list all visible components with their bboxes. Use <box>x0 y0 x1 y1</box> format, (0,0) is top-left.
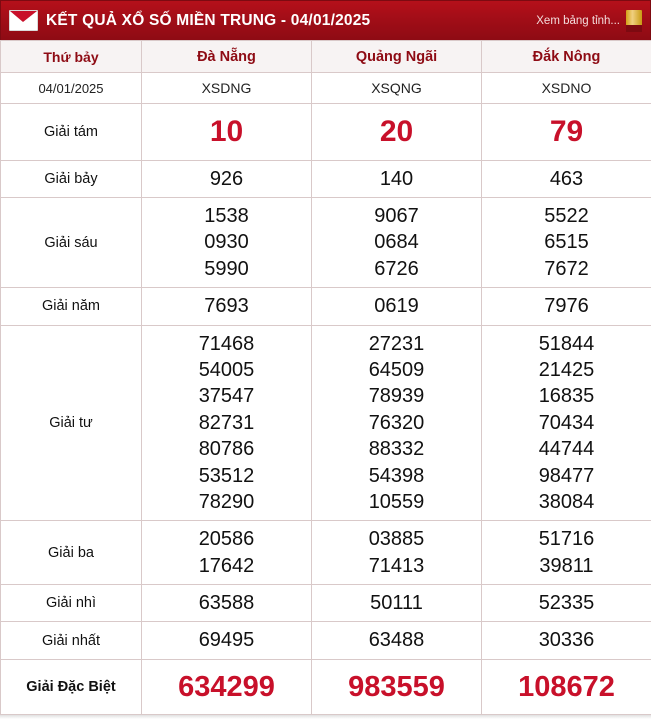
prize-number: 0619 <box>312 293 481 319</box>
prize-label: Giải tư <box>1 325 142 521</box>
prize-numbers <box>142 622 312 659</box>
prize-label: Giải nhì <box>1 585 142 622</box>
prize-numbers <box>482 325 651 521</box>
prize-numbers <box>482 622 651 659</box>
prize-number: 78290 <box>142 489 311 515</box>
prize-numbers <box>312 622 482 659</box>
prize-number: 17642 <box>142 553 311 579</box>
prize-label: Giải bảy <box>1 160 142 197</box>
table-row <box>1 659 651 714</box>
table-row <box>1 585 651 622</box>
prize-number: 10559 <box>312 489 481 515</box>
prize-number: 5522 <box>482 203 651 229</box>
prize-numbers <box>142 197 312 287</box>
prize-number: 21425 <box>482 357 651 383</box>
prize-label: Giải ba <box>1 521 142 585</box>
prize-numbers <box>312 288 482 325</box>
prize-number: 52335 <box>482 590 651 616</box>
prize-number: 78939 <box>312 383 481 409</box>
prize-number: 69495 <box>142 627 311 653</box>
prize-number: 6726 <box>312 256 481 282</box>
page-title: KẾT QUẢ XỔ SỐ MIỀN TRUNG - 04/01/2025 <box>46 12 370 30</box>
prize-number: 20 <box>312 112 481 152</box>
prize-number: 7672 <box>482 256 651 282</box>
prize-numbers <box>142 325 312 521</box>
header-right-group <box>536 10 642 32</box>
day-of-week-cell: Thứ bảy <box>1 41 142 73</box>
table-row <box>1 160 651 197</box>
prize-number: 9067 <box>312 203 481 229</box>
prize-label: Giải nhất <box>1 622 142 659</box>
prize-number: 71468 <box>142 331 311 357</box>
prize-number: 1538 <box>142 203 311 229</box>
prize-numbers <box>482 585 651 622</box>
prize-numbers <box>142 288 312 325</box>
prize-number: 20586 <box>142 526 311 552</box>
prize-numbers <box>482 197 651 287</box>
prize-numbers <box>142 585 312 622</box>
prize-numbers <box>142 659 312 714</box>
view-province-table-link[interactable]: Xem bảng tỉnh... <box>536 15 620 27</box>
prize-numbers <box>142 521 312 585</box>
prize-number: 64509 <box>312 357 481 383</box>
table-row <box>1 622 651 659</box>
prize-number: 7693 <box>142 293 311 319</box>
prize-number: 88332 <box>312 436 481 462</box>
prize-numbers <box>482 104 651 161</box>
prize-number: 10 <box>142 112 311 152</box>
prize-number: 54005 <box>142 357 311 383</box>
prize-number: 983559 <box>312 668 481 706</box>
prize-numbers <box>142 160 312 197</box>
province-code-0: XSDNG <box>142 73 312 104</box>
prize-number: 44744 <box>482 436 651 462</box>
prize-number: 0930 <box>142 229 311 255</box>
prize-number: 54398 <box>312 463 481 489</box>
prize-number: 6515 <box>482 229 651 255</box>
prize-number: 463 <box>482 166 651 192</box>
prize-number: 634299 <box>142 668 311 706</box>
results-table <box>0 40 651 715</box>
prize-number: 30336 <box>482 627 651 653</box>
draw-date-cell: 04/01/2025 <box>1 73 142 104</box>
prize-numbers <box>312 160 482 197</box>
prize-label: Giải tám <box>1 104 142 161</box>
prize-number: 37547 <box>142 383 311 409</box>
province-header-0: Đà Nẵng <box>142 41 312 73</box>
prize-number: 51844 <box>482 331 651 357</box>
table-row <box>1 197 651 287</box>
prize-label: Giải sáu <box>1 197 142 287</box>
page-header <box>0 0 651 40</box>
prize-number: 7976 <box>482 293 651 319</box>
prize-numbers <box>312 104 482 161</box>
prize-numbers <box>312 325 482 521</box>
prize-number: 98477 <box>482 463 651 489</box>
prize-number: 39811 <box>482 553 651 579</box>
province-header-1: Quảng Ngãi <box>312 41 482 73</box>
prize-number: 63588 <box>142 590 311 616</box>
prize-numbers <box>312 659 482 714</box>
prize-number: 926 <box>142 166 311 192</box>
prize-numbers <box>142 104 312 161</box>
table-header-row <box>1 41 651 73</box>
prize-label: Giải Đặc Biệt <box>1 659 142 714</box>
bottom-shadow <box>0 715 651 719</box>
table-row <box>1 325 651 521</box>
prize-number: 53512 <box>142 463 311 489</box>
prize-numbers <box>312 197 482 287</box>
prize-numbers <box>482 521 651 585</box>
prize-number: 82731 <box>142 410 311 436</box>
table-row <box>1 288 651 325</box>
prize-number: 50111 <box>312 590 481 616</box>
table-row <box>1 521 651 585</box>
province-code-1: XSQNG <box>312 73 482 104</box>
prize-number: 80786 <box>142 436 311 462</box>
prize-number: 03885 <box>312 526 481 552</box>
flag-icon <box>626 10 642 32</box>
province-header-2: Đắk Nông <box>482 41 651 73</box>
prize-number: 70434 <box>482 410 651 436</box>
prize-number: 16835 <box>482 383 651 409</box>
prize-numbers <box>312 585 482 622</box>
prize-number: 108672 <box>482 668 651 706</box>
prize-numbers <box>482 288 651 325</box>
table-row <box>1 104 651 161</box>
table-code-row <box>1 73 651 104</box>
prize-numbers <box>482 659 651 714</box>
prize-number: 63488 <box>312 627 481 653</box>
prize-numbers <box>312 521 482 585</box>
prize-numbers <box>482 160 651 197</box>
prize-number: 0684 <box>312 229 481 255</box>
prize-number: 79 <box>482 112 651 152</box>
prize-label: Giải năm <box>1 288 142 325</box>
prize-number: 27231 <box>312 331 481 357</box>
prize-number: 5990 <box>142 256 311 282</box>
prize-number: 38084 <box>482 489 651 515</box>
prize-number: 71413 <box>312 553 481 579</box>
province-code-2: XSDNO <box>482 73 651 104</box>
prize-number: 51716 <box>482 526 651 552</box>
prize-number: 76320 <box>312 410 481 436</box>
prize-number: 140 <box>312 166 481 192</box>
mail-icon <box>9 10 38 31</box>
